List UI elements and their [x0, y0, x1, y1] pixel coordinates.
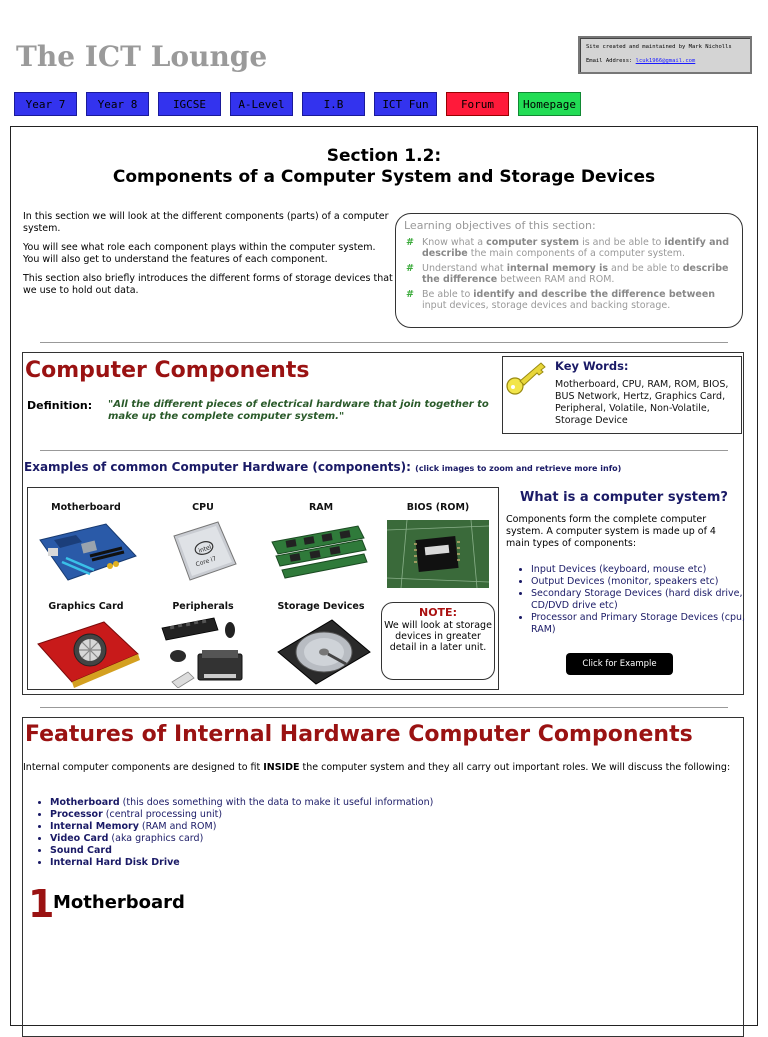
label-bios: BIOS (ROM) — [406, 502, 470, 513]
hash-bullet-icon: # — [406, 236, 414, 248]
components-heading: Computer Components — [25, 358, 310, 383]
label-ram: RAM — [308, 502, 334, 513]
nav-alevel-button[interactable]: A-Level — [230, 92, 293, 116]
list-item: • Processor and Primary Storage Devices (cpu, RAM) — [531, 612, 763, 636]
what-is-text: Components form the complete computer system. A computer system is made up of 4 main types of components: — [506, 514, 716, 549]
click-for-example-button[interactable]: Click for Example — [566, 653, 673, 675]
note-heading: NOTE: — [419, 606, 457, 619]
component-types-list — [506, 564, 763, 636]
note-text: We will look at storage devices in greater detail in a later unit. — [384, 620, 492, 653]
list-item: • Input Devices (keyboard, mouse etc) — [531, 564, 763, 576]
objectives-heading: Learning objectives of this section: — [404, 219, 596, 232]
examples-heading: Examples of common Computer Hardware (components): (click images to zoom and retrieve more info) — [24, 460, 622, 474]
email-label: Email Address: — [586, 58, 633, 64]
list-item: • Video Card (aka graphics card) — [50, 833, 433, 845]
divider — [40, 450, 728, 451]
site-title: The ICT Lounge — [16, 40, 268, 73]
intro-paragraph: In this section we will look at the different components (parts) of a computer system. — [23, 211, 389, 234]
intro-text — [23, 211, 393, 304]
nav-homepage-button[interactable]: Homepage — [518, 92, 581, 116]
nav-ib-button[interactable]: I.B — [302, 92, 365, 116]
nav-ictfun-button[interactable]: ICT Fun — [374, 92, 437, 116]
intro-paragraph: This section also briefly introduces the different forms of storage devices that we use to hold out data. — [23, 273, 393, 296]
key-icon — [505, 360, 549, 396]
motherboard-number: 1 — [28, 882, 55, 926]
definition-label: Definition: — [27, 399, 93, 412]
cpu-chip-text: Core i7 — [194, 555, 218, 569]
objective-item: # Understand what internal memory is and be able to describe the difference between RAM and ROM. — [406, 262, 729, 285]
objective-item: # Know what a computer system is and be able to identify and describe the main components of a computer system. — [406, 236, 730, 259]
label-peripherals: Peripherals — [172, 601, 234, 612]
site-credit-box — [578, 36, 752, 74]
features-heading: Features of Internal Hardware Computer Components — [25, 722, 693, 747]
svg-text:intel: intel — [197, 543, 213, 555]
graphics-card-image[interactable] — [34, 618, 142, 688]
bios-image[interactable] — [387, 520, 489, 588]
motherboard-image[interactable] — [36, 518, 140, 586]
hash-bullet-icon: # — [406, 288, 414, 300]
list-item: • Secondary Storage Devices (hard disk drive, CD/DVD drive etc) — [531, 588, 763, 612]
what-is-heading: What is a computer system? — [520, 490, 728, 505]
features-intro: Internal computer components are designed to fit INSIDE the computer system and they all carry out important roles. We will discuss the following: — [23, 762, 731, 773]
objective-item: # Be able to identify and describe the difference between input devices, storage devices and backing storage. — [406, 288, 716, 311]
peripherals-image[interactable] — [158, 616, 250, 688]
label-cpu: CPU — [192, 502, 214, 513]
credit-text: Site created and maintained by Mark Nicholls — [586, 44, 732, 50]
list-item: • Internal Hard Disk Drive — [50, 857, 433, 869]
label-motherboard: Motherboard — [51, 502, 121, 513]
ram-image[interactable] — [268, 520, 370, 586]
list-item: • Processor (central processing unit) — [50, 809, 433, 821]
list-item: • Output Devices (monitor, speakers etc) — [531, 576, 763, 588]
list-item: • Internal Memory (RAM and ROM) — [50, 821, 433, 833]
label-graphics-card: Graphics Card — [48, 601, 124, 612]
divider — [40, 342, 728, 343]
label-storage-devices: Storage Devices — [277, 601, 365, 612]
list-item: • Motherboard (this does something with the data to make it useful information) — [50, 797, 433, 809]
intro-paragraph: You will see what role each component plays within the computer system. You will also get to understand the features of each component. — [23, 242, 376, 265]
features-list — [23, 797, 433, 869]
section-number: Section 1.2: — [326, 146, 442, 166]
nav-year8-button[interactable]: Year 8 — [86, 92, 149, 116]
keywords-text: Motherboard, CPU, RAM, ROM, BIOS, BUS Network, Hertz, Graphics Card, Peripheral, Volatile, Non-Volatile, Storage Device — [555, 379, 729, 426]
hash-bullet-icon: # — [406, 262, 414, 274]
section-title: Components of a Computer System and Storage Devices — [112, 167, 656, 187]
list-item: • Sound Card — [50, 845, 433, 857]
cpu-image[interactable] — [160, 518, 246, 586]
nav-forum-button[interactable]: Forum — [446, 92, 509, 116]
divider — [40, 707, 728, 708]
note-box — [381, 602, 495, 680]
nav-year7-button[interactable]: Year 7 — [14, 92, 77, 116]
nav-igcse-button[interactable]: IGCSE — [158, 92, 221, 116]
definition-text: "All the different pieces of electrical hardware that join together to make up the complete computer system." — [108, 399, 489, 422]
learning-objectives-box — [395, 213, 743, 328]
keywords-title: Key Words: — [555, 359, 629, 373]
motherboard-heading: Motherboard — [53, 892, 185, 913]
main-nav — [14, 92, 581, 116]
examples-note: (click images to zoom and retrieve more info) — [415, 464, 622, 473]
email-link[interactable]: lcuk1966@gmail.com — [635, 58, 696, 64]
storage-devices-image[interactable] — [274, 616, 374, 688]
section-heading — [0, 146, 768, 188]
